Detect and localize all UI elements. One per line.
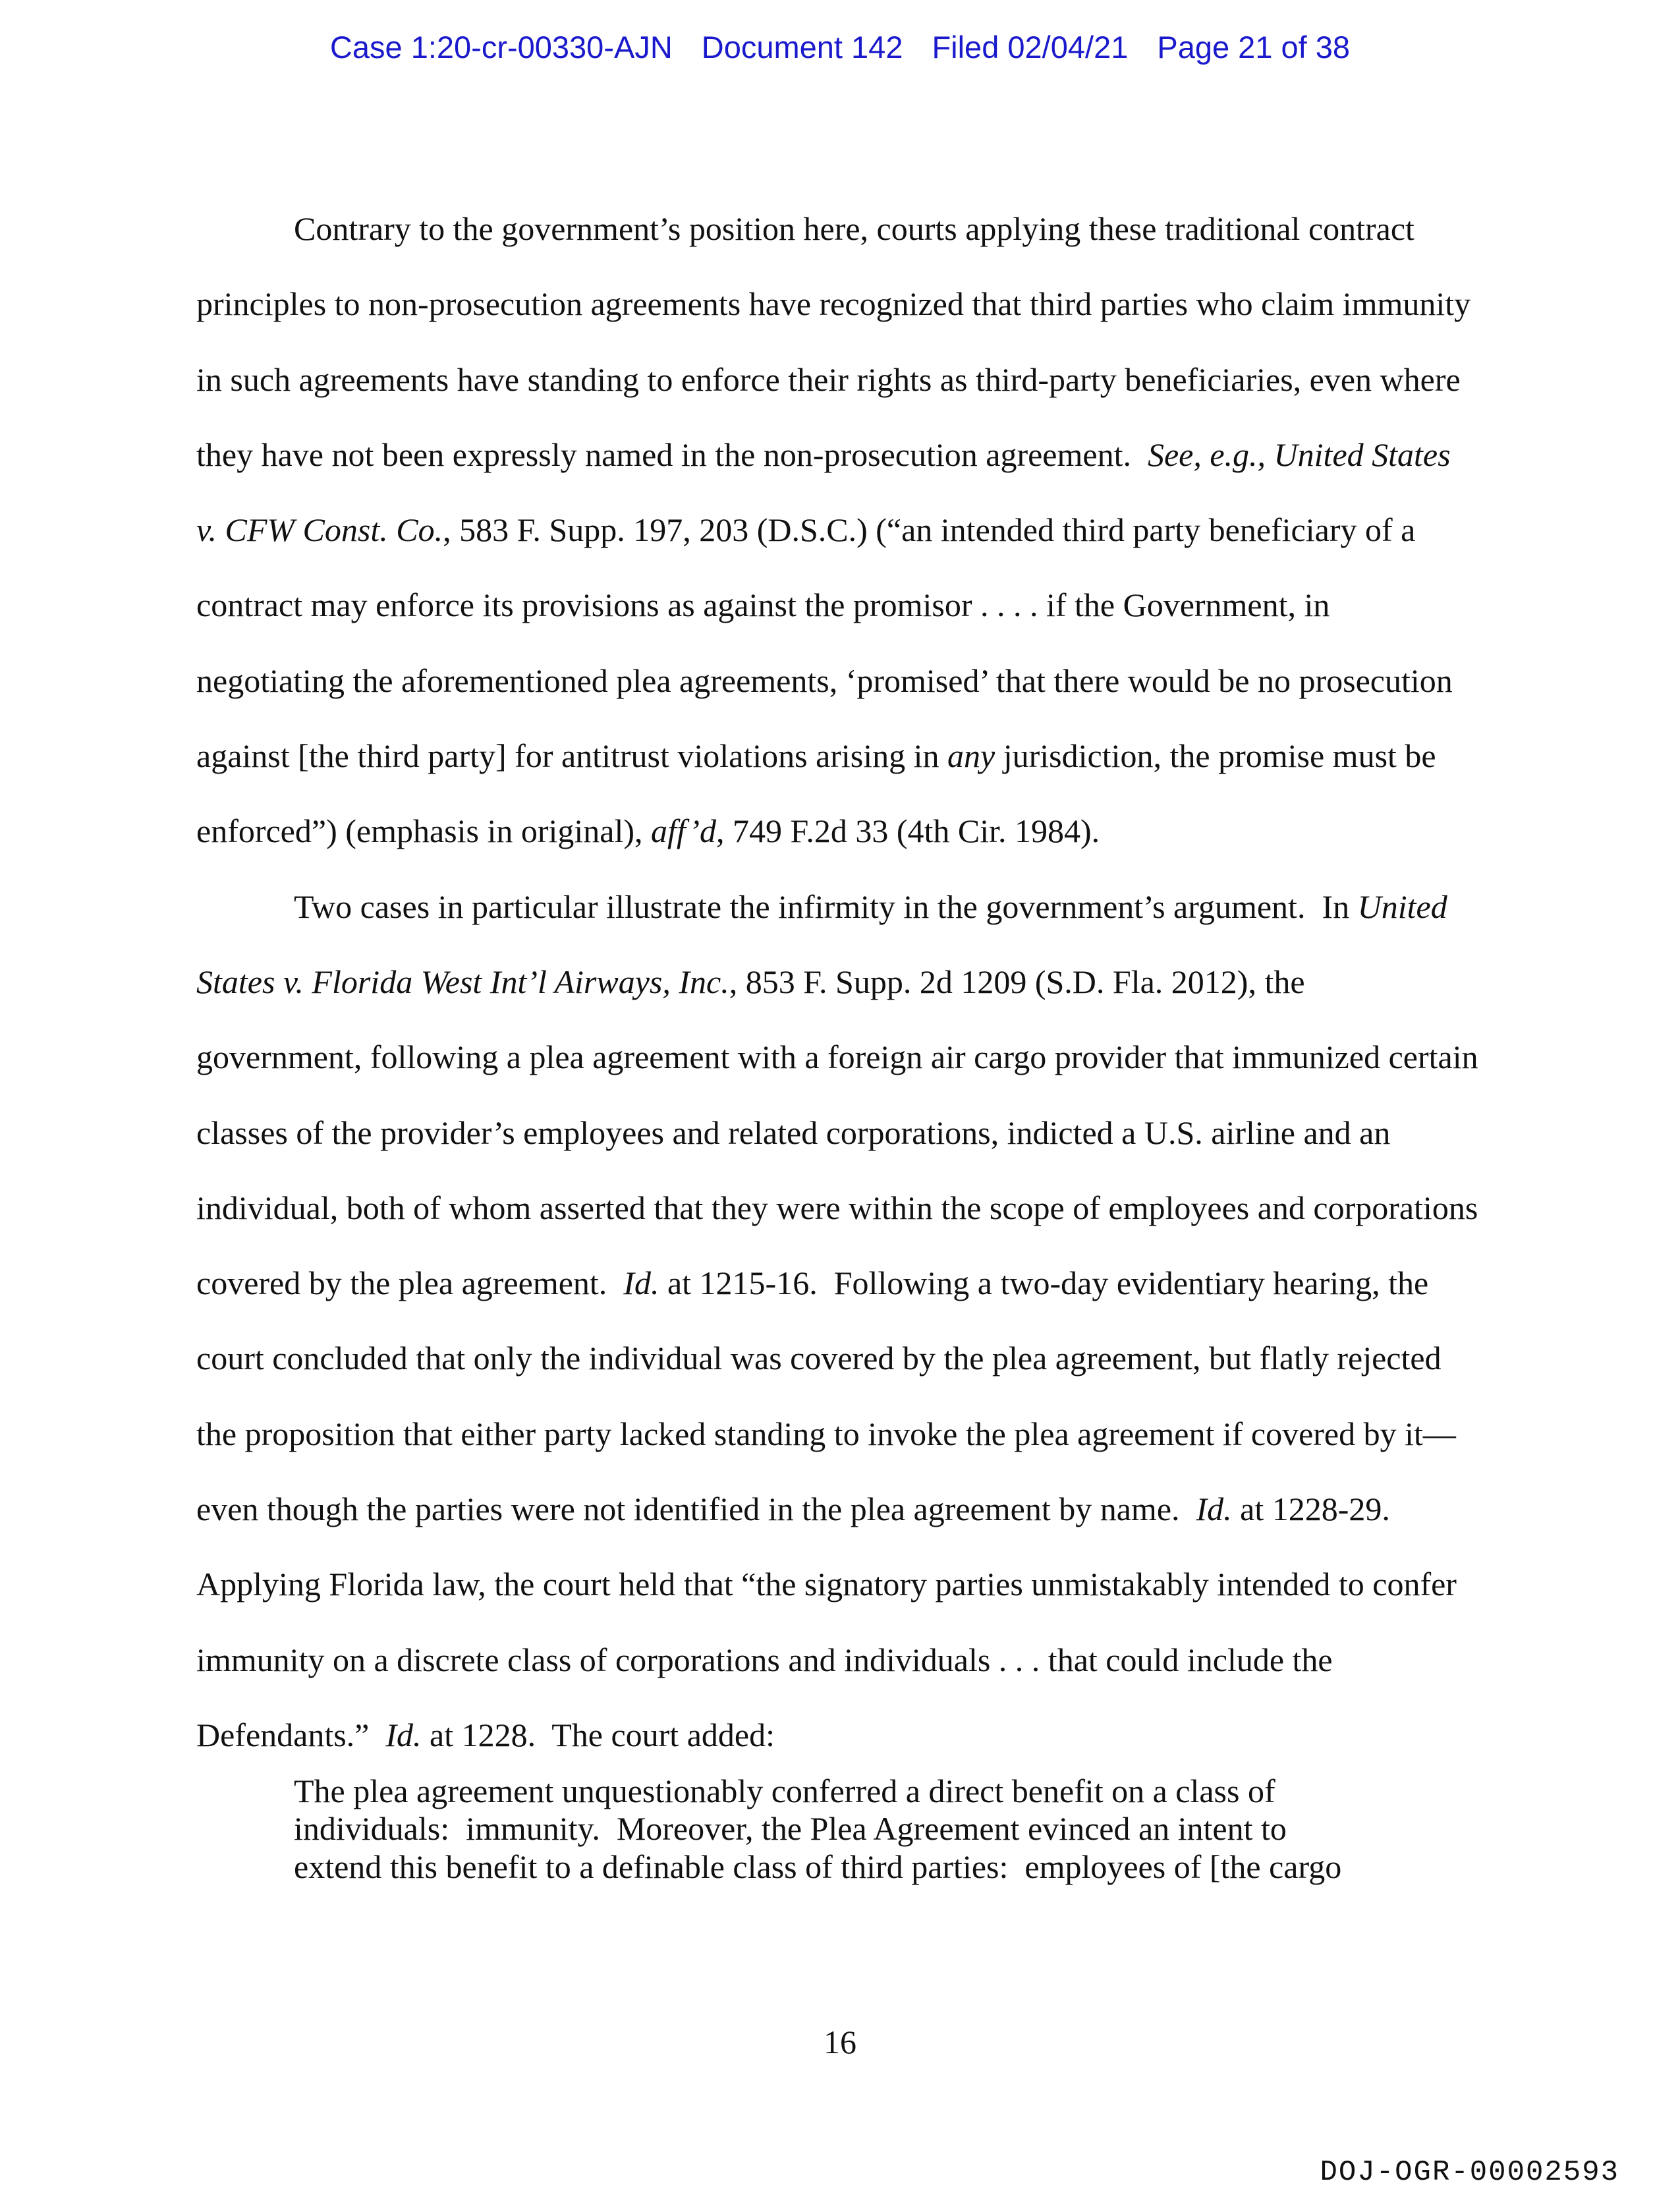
text-run: court concluded that only the individual was covered by the plea agreement, but flatly rejected bbox=[196, 1340, 1442, 1377]
text-line bbox=[196, 342, 1488, 417]
text-run: individual, both of whom asserted that they were within the scope of employees and corporations bbox=[196, 1189, 1478, 1226]
text-run: immunity on a discrete class of corporations and individuals . . . that could include the bbox=[196, 1641, 1333, 1678]
text-run: Two cases in particular illustrate the infirmity in the government’s argument. In bbox=[294, 888, 1358, 925]
filed-date: Filed 02/04/21 bbox=[932, 30, 1129, 65]
bates-number: DOJ-OGR-00002593 bbox=[1320, 2156, 1619, 2189]
document-number: Document 142 bbox=[701, 30, 903, 65]
text-run: even though the parties were not identified in the plea agreement by name. bbox=[196, 1490, 1196, 1528]
italic-citation: aff’d bbox=[651, 812, 717, 850]
text-run: at 1215-16. Following a two-day evidentiary hearing, the bbox=[659, 1264, 1429, 1302]
text-run: government, following a plea agreement with a foreign air cargo provider that immunized certain bbox=[196, 1038, 1478, 1076]
italic-citation: any bbox=[947, 737, 995, 775]
quote-line: extend this benefit to a definable class of third parties: employees of [the cargo bbox=[294, 1848, 1342, 1885]
text-line bbox=[196, 944, 1488, 1019]
text-run: classes of the provider’s employees and related corporations, indicted a U.S. airline and an bbox=[196, 1114, 1391, 1151]
text-run: enforced”) (emphasis in original), bbox=[196, 812, 652, 850]
italic-citation: Id. bbox=[385, 1716, 422, 1753]
text-line bbox=[196, 718, 1488, 793]
italic-citation: See, e.g., United States bbox=[1147, 436, 1451, 473]
text-run: principles to non-prosecution agreements have recognized that third parties who claim immunity bbox=[196, 285, 1471, 323]
text-run: jurisdiction, the promise must be bbox=[995, 737, 1436, 775]
quote-line: individuals: immunity. Moreover, the Plea Agreement evinced an intent to bbox=[294, 1810, 1287, 1848]
case-header bbox=[0, 29, 1680, 65]
text-run: Applying Florida law, the court held that “the signatory parties unmistakably intended to confer bbox=[196, 1566, 1457, 1603]
text-line bbox=[196, 1170, 1488, 1245]
text-line bbox=[196, 793, 1488, 868]
text-line bbox=[196, 1697, 1488, 1772]
text-line bbox=[196, 1471, 1488, 1546]
text-run: contract may enforce its provisions as against the promisor . . . . if the Government, in bbox=[196, 586, 1330, 624]
quote-line: The plea agreement unquestionably conferred a direct benefit on a class of bbox=[294, 1772, 1275, 1809]
italic-citation: Id. bbox=[623, 1264, 659, 1302]
page-number: 16 bbox=[824, 2024, 856, 2060]
page-count: Page 21 of 38 bbox=[1157, 30, 1351, 65]
text-line bbox=[196, 1320, 1488, 1396]
text-run: , 583 F. Supp. 197, 203 (D.S.C.) (“an intended third party beneficiary of a bbox=[443, 511, 1416, 549]
text-run: Contrary to the government’s position here, courts applying these traditional contract bbox=[294, 210, 1414, 247]
text-run: they have not been expressly named in the non-prosecution agreement. bbox=[196, 436, 1148, 473]
text-run: in such agreements have standing to enforce their rights as third-party beneficiaries, even where bbox=[196, 360, 1461, 398]
text-run: Defendants.” bbox=[196, 1716, 386, 1753]
text-run: covered by the plea agreement. bbox=[196, 1264, 624, 1302]
text-line bbox=[196, 643, 1488, 718]
text-run: , 749 F.2d 33 (4th Cir. 1984). bbox=[716, 812, 1100, 850]
text-run: against [the third party] for antitrust violations arising in bbox=[196, 737, 948, 775]
text-line bbox=[196, 417, 1488, 492]
text-line bbox=[196, 1622, 1488, 1697]
italic-citation: Id. bbox=[1196, 1490, 1232, 1528]
text-run: at 1228-29. bbox=[1231, 1490, 1390, 1528]
block-quote bbox=[294, 1772, 1414, 1886]
case-number: Case 1:20-cr-00330-AJN bbox=[329, 30, 673, 65]
body-text bbox=[196, 191, 1488, 1772]
text-line bbox=[196, 266, 1488, 341]
text-line bbox=[196, 567, 1488, 642]
text-line bbox=[196, 1019, 1488, 1094]
text-line bbox=[196, 1546, 1488, 1622]
italic-citation: States v. Florida West Int’l Airways, Inc. bbox=[196, 963, 729, 1000]
text-line bbox=[196, 1095, 1488, 1170]
text-run: the proposition that either party lacked standing to invoke the plea agreement if covered by it— bbox=[196, 1415, 1456, 1452]
text-line bbox=[196, 492, 1488, 567]
text-line bbox=[196, 869, 1488, 944]
text-run: , 853 F. Supp. 2d 1209 (S.D. Fla. 2012), the bbox=[729, 963, 1305, 1000]
italic-citation: United bbox=[1357, 888, 1447, 925]
italic-citation: v. CFW Const. Co. bbox=[196, 511, 443, 549]
text-line bbox=[196, 1245, 1488, 1320]
text-run: negotiating the aforementioned plea agreements, ‘promised’ that there would be no prosecution bbox=[196, 662, 1453, 699]
text-run: at 1228. The court added: bbox=[421, 1716, 775, 1753]
text-line bbox=[196, 1396, 1488, 1471]
text-line bbox=[196, 191, 1488, 266]
